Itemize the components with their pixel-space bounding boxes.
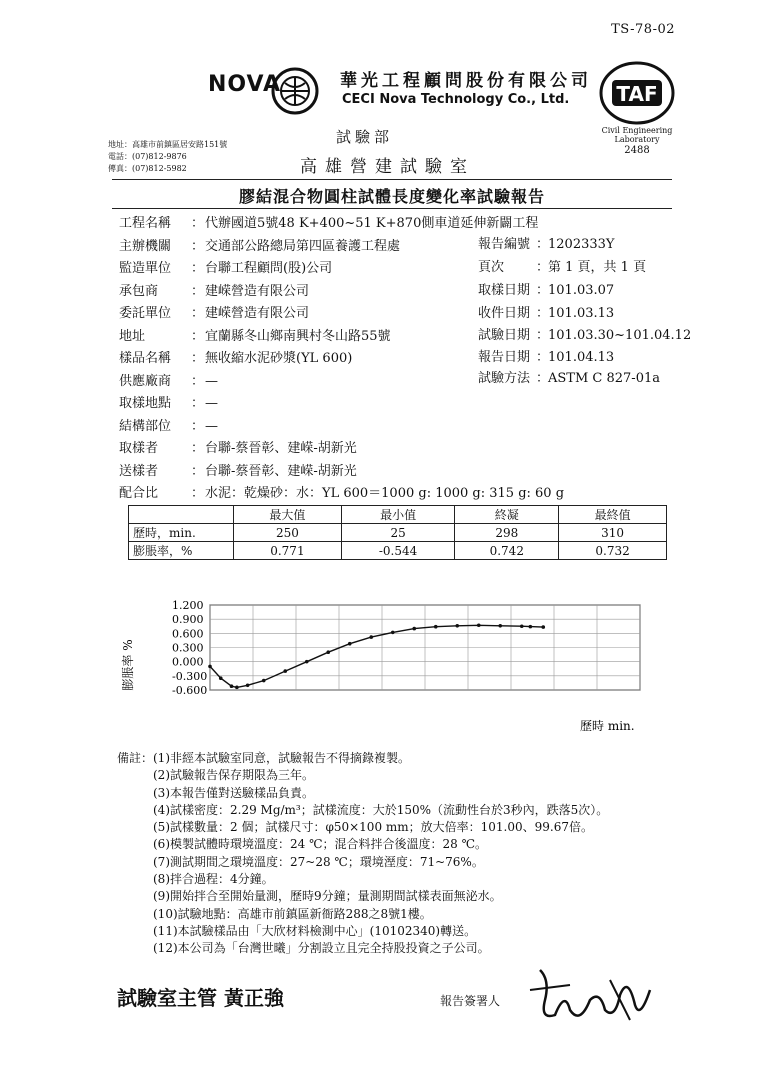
meta-label: 收件日期: [478, 306, 531, 321]
title-rule: [112, 208, 672, 209]
expansion-rate-line: [210, 625, 543, 687]
meta-row: [478, 327, 691, 345]
field-colon: ：: [191, 306, 205, 321]
table-row: [129, 524, 667, 542]
department-name: 試驗部: [336, 128, 394, 146]
field-value: 建嵘營造有限公司: [205, 283, 310, 299]
field-value: —: [205, 373, 218, 389]
y-tick-label: -0.300: [172, 669, 208, 683]
meta-label: 頁次: [478, 260, 505, 275]
taf-lab-caption: [600, 126, 674, 144]
field-label: 監造單位: [119, 261, 172, 276]
field-colon: ：: [191, 216, 205, 231]
meta-value: 101.04.13: [548, 350, 615, 365]
field-value: 水泥：乾燥砂：水：YL 600＝1000 g: 1000 g: 315 g: 60 g: [205, 486, 565, 501]
field-colon: ：: [191, 328, 205, 344]
field-colon: ：: [191, 373, 205, 389]
field-label: 工程名稱: [119, 216, 172, 231]
meta-colon: ：: [536, 371, 550, 386]
results-table: [128, 505, 667, 560]
note-item: (12)本公司為「台灣世曦」分割設立且完全持股投資之子公司。: [153, 941, 490, 956]
data-point: [434, 625, 438, 629]
field-label: 主辦機關: [119, 238, 172, 254]
field-row: [119, 260, 332, 278]
field-label: 結構部位: [119, 418, 172, 434]
note-item: (3)本報告僅對送驗樣品負責。: [153, 785, 314, 800]
table-cell: -0.544: [341, 542, 455, 560]
meta-row: [478, 259, 646, 277]
meta-label: 取樣日期: [478, 283, 531, 298]
meta-colon: ：: [536, 328, 550, 343]
field-colon: ：: [191, 351, 205, 366]
handwritten-signature-icon: [510, 960, 660, 1035]
field-row: [119, 485, 564, 503]
data-point: [326, 650, 330, 654]
taf-lab-line1: Civil Engineering: [601, 126, 673, 135]
field-label: 送樣者: [119, 463, 159, 479]
field-colon: ：: [191, 441, 205, 456]
note-item: (8)拌合過程：4分鐘。: [153, 872, 274, 887]
meta-label: 報告日期: [478, 350, 531, 365]
field-label: 樣品名稱: [119, 351, 172, 366]
y-tick-label: 1.200: [172, 599, 204, 612]
table-header-cell: 最大值: [234, 506, 342, 524]
field-value: 台聯-蔡晉彰、建嵘-胡新光: [205, 441, 357, 456]
table-header-cell: [129, 506, 234, 524]
taf-mark: TAF: [616, 82, 658, 106]
report-title: 膠結混合物圓柱試體長度變化率試驗報告: [238, 187, 545, 206]
field-value: —: [205, 418, 218, 434]
field-row: [119, 238, 400, 256]
meta-label: 試驗日期: [478, 328, 531, 343]
meta-row: [478, 305, 614, 323]
field-label: 取樣者: [119, 441, 159, 456]
data-point: [235, 686, 239, 690]
meta-colon: ：: [536, 306, 550, 321]
meta-label: 試驗方法: [478, 371, 531, 386]
data-point: [412, 627, 416, 631]
meta-row: [478, 370, 660, 388]
table-row-label: 膨脹率，%: [129, 542, 234, 560]
y-tick-label: 0.300: [172, 641, 204, 655]
field-value: 台聯工程顧問(股)公司: [205, 261, 333, 276]
table-cell: 0.742: [455, 542, 559, 560]
data-point: [391, 631, 395, 635]
expansion-rate-chart: [120, 590, 665, 745]
meta-row: [478, 349, 614, 367]
field-value: —: [205, 396, 218, 411]
nova-globe-logo-icon: [270, 66, 320, 116]
notes-list: [153, 750, 608, 958]
table-cell: 250: [234, 524, 342, 542]
note-item: (5)試樣數量：2 個；試樣尺寸：φ50×100 mm；放大倍率：101.00、99.67倍。: [153, 820, 593, 835]
y-axis-label: 膨脹率 %: [121, 639, 135, 691]
data-point: [262, 679, 266, 683]
note-item: (4)試樣密度：2.29 Mg/m³；試樣流度：大於150%（流動性台於3秒內，跌落5次）。: [153, 802, 609, 817]
field-row: [119, 373, 218, 391]
meta-value: 101.03.07: [548, 283, 615, 298]
note-item: (11)本試驗樣品由「大欣材料檢測中心」(10102340)轉送。: [153, 923, 477, 938]
field-value: 宜蘭縣冬山鄉南興村冬山路55號: [205, 328, 391, 344]
taf-number: 2488: [624, 145, 650, 156]
table-cell: 298: [455, 524, 559, 542]
meta-row: [478, 236, 614, 254]
field-label: 配合比: [119, 486, 159, 501]
taf-accreditation-logo-icon: [598, 60, 676, 126]
y-tick-label: 0.900: [172, 613, 204, 627]
meta-value: 101.03.30~101.04.12: [548, 328, 692, 343]
note-item: (2)試驗報告保存期限為三年。: [153, 768, 314, 783]
field-value: 交通部公路總局第四區養護工程處: [205, 238, 401, 254]
document-code: TS-78-02: [611, 22, 675, 37]
data-point: [208, 665, 212, 669]
lab-supervisor-signature: 試驗室主管 黃正強: [117, 986, 284, 1010]
field-colon: ：: [191, 261, 205, 276]
field-colon: ：: [191, 396, 205, 411]
meta-value: 1202333Y: [548, 237, 615, 252]
field-label: 供應廠商: [119, 373, 172, 389]
note-item: (6)模製試體時環境溫度：24 ℃；混合料拌合後溫度：28 ℃。: [153, 837, 488, 852]
field-value: 無收縮水泥砂漿(YL 600): [205, 351, 353, 366]
meta-row: [478, 282, 614, 300]
fax-line: 傳真：(07)812-5982: [108, 164, 187, 173]
taf-lab-line2: Laboratory: [614, 135, 660, 144]
meta-value: 第 1 頁，共 1 頁: [548, 260, 647, 275]
notes-label: 備註：: [117, 751, 154, 765]
field-row: [119, 395, 218, 413]
y-tick-label: -0.600: [172, 684, 208, 697]
note-item: (9)開始拌合至開始量測，歷時9分鐘；量測期間試樣表面無泌水。: [153, 889, 502, 904]
table-row: [129, 542, 667, 560]
data-point: [529, 625, 533, 629]
meta-colon: ：: [536, 237, 550, 252]
field-label: 取樣地點: [119, 396, 172, 411]
header-rule: [112, 179, 672, 180]
note-item: (1)非經本試驗室同意，試驗報告不得摘錄複製。: [153, 751, 410, 765]
field-row: [119, 350, 352, 368]
data-point: [455, 624, 459, 628]
table-header-cell: 終凝: [455, 506, 559, 524]
field-row: [119, 283, 309, 301]
meta-value: ASTM C 827-01a: [548, 371, 660, 386]
data-point: [348, 642, 352, 646]
nova-brand-word: NOVA: [208, 72, 282, 97]
field-row: [119, 418, 218, 436]
data-point: [246, 683, 250, 687]
laboratory-name: 高雄營建試驗室: [300, 157, 475, 177]
field-colon: ：: [191, 463, 205, 479]
field-row: [119, 463, 357, 481]
meta-colon: ：: [536, 283, 550, 298]
meta-colon: ：: [536, 350, 550, 365]
note-item: (10)試驗地點：高雄市前鎮區新衙路288之8號1樓。: [153, 906, 432, 921]
table-cell: 0.732: [559, 542, 667, 560]
table-cell: 0.771: [234, 542, 342, 560]
table-header-cell: 最終值: [559, 506, 667, 524]
data-point: [230, 684, 234, 688]
company-name-zh: 華光工程顧問股份有限公司: [340, 71, 592, 91]
meta-label: 報告編號: [478, 237, 531, 252]
data-point: [369, 635, 373, 639]
data-point: [283, 669, 287, 673]
data-point: [477, 623, 481, 627]
field-row: [119, 440, 357, 458]
field-value: 台聯-蔡晉彰、建嵘-胡新光: [205, 463, 357, 479]
field-colon: ：: [191, 486, 205, 501]
y-tick-label: 0.000: [172, 655, 204, 669]
table-cell: 310: [559, 524, 667, 542]
field-row: [119, 215, 538, 233]
data-point: [305, 660, 309, 664]
table-row-label: 歷時，min.: [129, 524, 234, 542]
address-line: 地址：高雄市前鎮區居安路151號: [108, 140, 228, 149]
field-label: 地址: [119, 328, 146, 344]
field-colon: ：: [191, 283, 205, 299]
field-colon: ：: [191, 418, 205, 434]
field-value: 代辦國道5號48 K+400~51 K+870側車道延伸新闢工程: [205, 216, 539, 231]
field-value: 建嵘營造有限公司: [205, 306, 310, 321]
table-cell: 25: [341, 524, 455, 542]
table-header-row: [129, 506, 667, 524]
field-row: [119, 328, 391, 346]
field-label: 承包商: [119, 283, 159, 299]
field-row: [119, 305, 309, 323]
company-name-en: CECI Nova Technology Co., Ltd.: [342, 92, 570, 107]
report-signer-label: 報告簽署人: [440, 994, 501, 1008]
field-label: 委託單位: [119, 306, 172, 321]
x-axis-label: 歷時 min.: [580, 719, 635, 733]
phone-line: 電話：(07)812-9876: [108, 152, 187, 161]
meta-colon: ：: [536, 260, 550, 275]
field-colon: ：: [191, 238, 205, 254]
data-point: [541, 625, 545, 629]
meta-value: 101.03.13: [548, 306, 615, 321]
data-point: [498, 624, 502, 628]
data-point: [520, 624, 524, 628]
data-point: [219, 676, 223, 680]
y-tick-label: 0.600: [172, 627, 204, 641]
table-header-cell: 最小值: [341, 506, 455, 524]
note-item: (7)測試期間之環境溫度：27~28 ℃；環境溼度：71~76%。: [153, 854, 484, 869]
notes-block: [117, 750, 608, 958]
